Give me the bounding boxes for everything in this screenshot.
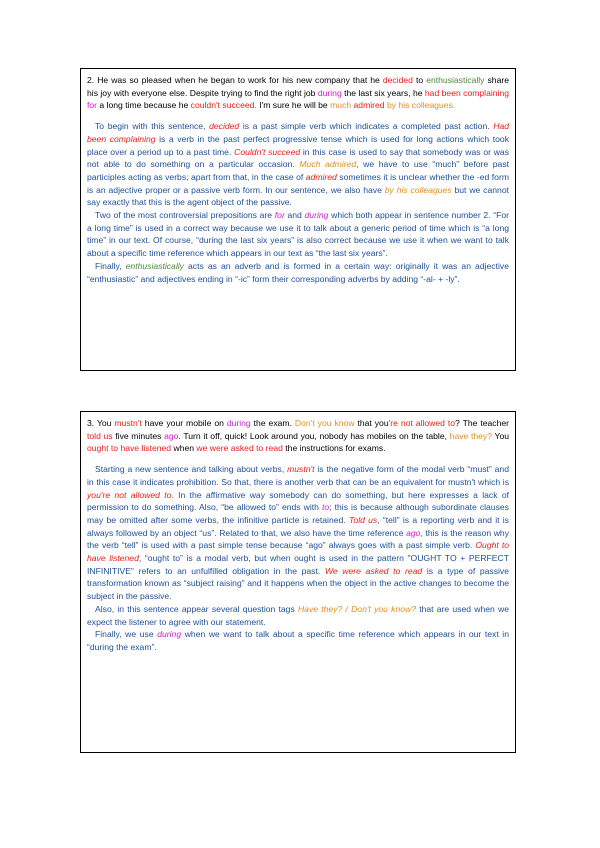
text-run: couldn't succeed. [190,100,257,111]
text-run: the exam. [250,418,295,428]
text-run: Have they? / Don't you know? [297,603,417,614]
section-2-explanation-para-2 [87,209,509,260]
text-run: we were asked to read [196,443,283,454]
text-run: You [492,430,510,441]
text-run: for [274,210,285,221]
text-run: the last six years, he [341,87,425,98]
text-run: but we cannot say exactly that this is the agent object of the passive. [87,184,509,208]
text-run: during [304,210,329,221]
text-run: during [157,629,182,640]
text-run: Had been complaining [87,121,509,144]
text-run: for [87,100,98,111]
text-run: ago [164,430,179,441]
text-run: have your mobile on [141,418,227,428]
text-run: by his colleagues [384,184,452,195]
text-run: and [284,210,305,221]
text-run: Don't you know [294,418,355,428]
text-run: in this case is used to say that somebody was or was not able to do something on a particular occasion. [87,146,509,170]
text-run: ago [406,527,421,538]
text-run: mustn't [114,418,142,428]
text-run: 2. He was so pleased when he began to work for his new company that he [87,75,383,85]
text-run: is a verb in the past perfect progressive tense which is used for long actions which took place over a period up to a past time. [87,133,509,157]
text-run: the instructions for exams. [282,443,386,454]
text-run: during [317,87,342,98]
section-3-explanation-para-2 [87,603,509,628]
section-3-explanation-para-3 [87,628,509,653]
text-run: mustn't [287,464,315,475]
text-run: To begin with this sentence, [95,121,210,132]
text-run: , “tell” is a reporting verb and it is always followed by an object “us”. Related to that, we also have the time reference [87,514,509,538]
section-2-explanation-para-3 [87,260,509,285]
text-run: admired [353,100,385,111]
text-run: by his colleagues. [386,100,456,111]
text-run: . Turn it off, quick! Look around you, nobody has mobiles on the table, [178,430,450,441]
text-run: is the negative form of the modal verb “must” and in this case it indicates prohibition. So that, there is another verb that can be an equivalent for mustn't which is [87,464,509,487]
text-run: Finally, [95,260,126,271]
section-2-sentence [87,74,509,112]
text-run: enthusiastically [125,260,184,271]
text-run: Couldn't succeed [234,146,301,157]
text-run: 're not allowed to [388,418,456,428]
text-run: ? The teacher [455,418,510,428]
text-run: that you [354,418,389,428]
text-run: which both appear in sentence number 2. “For a long time” is used in a correct way because we use it to talk about a generic period of time which is “a long time” in our text. Of course, “during the last six years” is also correct because we use it when we want to talk about a specific time reference which appears in our text as “the last six years”. [87,210,509,259]
section-2-box [80,68,516,371]
text-run: have they? [449,430,492,441]
text-run: Also, in this sentence appear several question tags [95,603,298,614]
text-run: acts as an adverb and is formed in a certain way: originally it was an adjective “enthusiastic” and adjectives ending in “-ic” form their corresponding adverbs by adding “-al- + -ly”. [87,260,509,284]
text-run: decided [209,121,240,132]
text-run: , “ought to” is a modal verb, but when ought is used in the pattern "OUGHT TO + PERFECT INFINITIVE" refers to an unfulfilled obligation in the past. [87,553,509,576]
text-run: decided [382,75,413,85]
text-run: ought to have listened [87,443,172,454]
text-run: is a type of passive transformation known as “subject raising” and it happens when the object in the active changes to become the subject in the passive. [87,565,509,602]
text-run: to [322,502,330,513]
section-3-explanation-para-1 [87,463,509,603]
text-run: admired [305,171,337,182]
text-run: Much admired [299,159,357,170]
section-3-box [80,411,516,753]
text-run: that are used when we expect the listener to agree with our statement. [87,603,510,627]
text-run: ; this is because although subordinate clauses may be omitted after some verbs, the infinitive particle is retained. [87,502,509,525]
text-run: five minutes [112,430,165,441]
text-run: when we want to talk about a specific time reference which appears in our text in “during the exam”. [87,629,509,652]
text-run: Finally, we use [95,629,158,640]
text-run: , this is the reason why the verb “tell” is used with a past simple tense because “ago” always goes with a past simple verb. [87,527,510,551]
text-run: 3. You [87,418,115,428]
text-run: share his joy with everyone else. Despite trying to find the right job [87,75,509,98]
text-run: is a past simple verb which indicates a completed past action. [239,121,494,132]
text-run: Two of the most controversial prepositions are [95,210,275,221]
text-run: when [171,443,197,454]
text-run: during [226,418,251,428]
text-run: had been complaining [424,87,510,98]
text-run: a long time because he [97,100,191,111]
text-run: We were asked to read [324,565,423,576]
text-run: to [412,75,427,85]
section-2-explanation-para-1 [87,120,509,209]
section-3-sentence [87,417,509,455]
text-run: you're not allowed to. [87,489,174,500]
text-run: In the affirmative way somebody can do something, but here expresses a lack of permission to do something. Also, “be allowed to” ends with [87,489,509,513]
text-run: told us [87,430,113,441]
text-run: sometimes it is unclear whether the -ed form is an adjective proper or a passive verb form. In our sentence, we also have [87,171,509,195]
text-run: enthusiastically [426,75,485,85]
text-run: I'm sure he will be [256,100,331,111]
text-run: Starting a new sentence and talking about verbs, [95,464,288,475]
text-run: Told us [348,514,378,525]
text-run: Ought to have listened [87,540,509,564]
text-run: much [330,100,352,111]
text-run: , we have to use “much” before past participles acting as verbs; apart from that, in the case of [87,159,510,182]
